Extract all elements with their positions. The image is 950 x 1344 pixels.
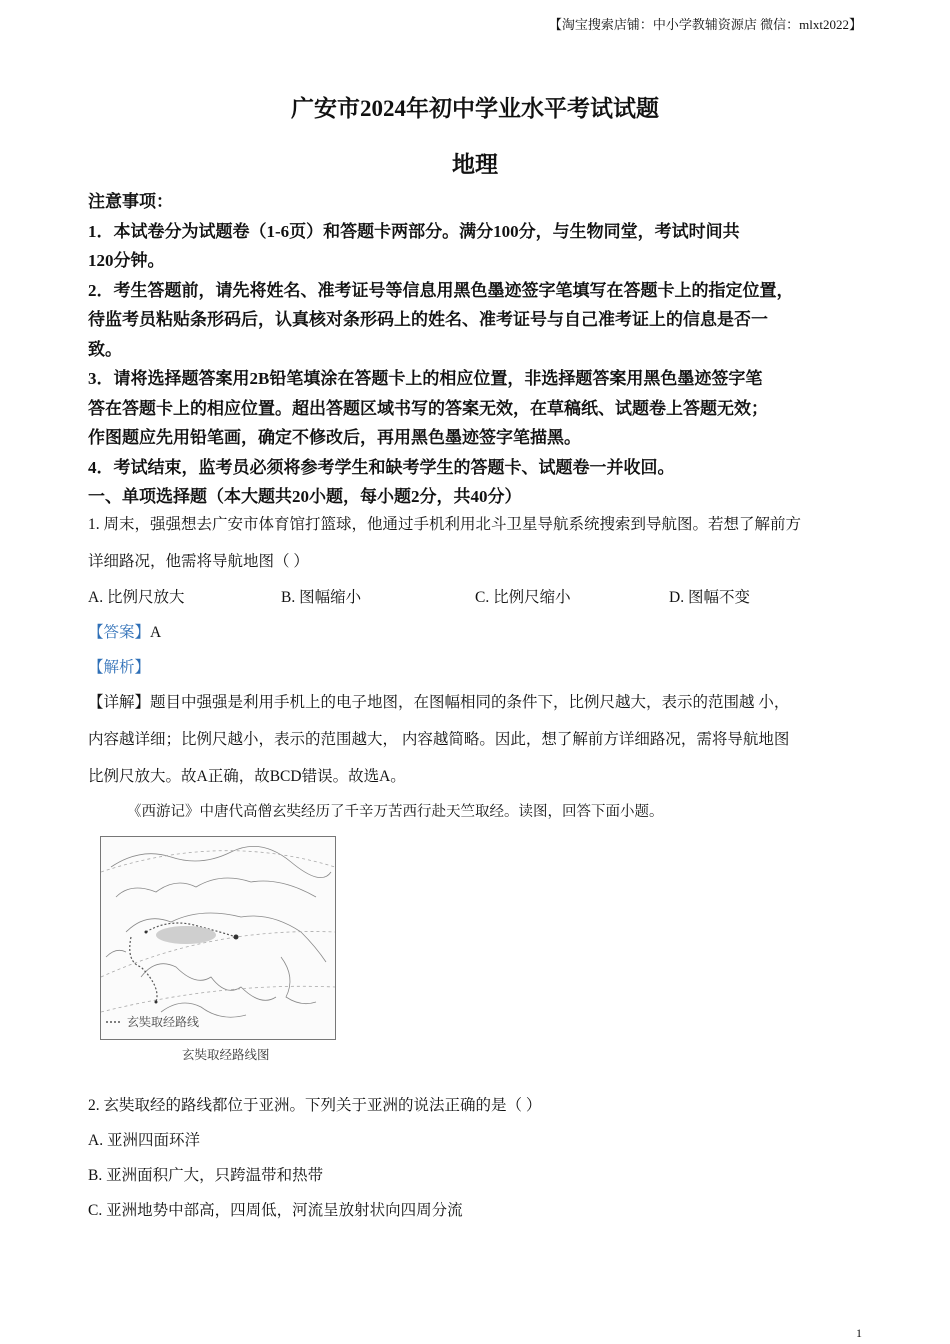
answer-value: A [150,624,162,641]
q1-option-d: D. 图幅不变 [669,589,750,606]
q1-detail-line2: 内容越详细；比例尺越小，表示的范围越大， 内容越简略。因此，想了解前方详细路况，需将导航地图 [88,731,790,748]
q1-answer-row [88,620,161,642]
detail-text: 题目中强强是利用手机上的电子地图，在图幅相同的条件下，比例尺越大，表示的范围越 小， [150,694,790,711]
exam-title: 广安市2024年初中学业水平考试试题 [291,96,659,121]
q1-stem-line2: 详细路况，他需将导航地图（ ） [88,553,309,570]
page-number: 1 [856,1326,862,1340]
notice-line: 2．考生答题前，请先将姓名、准考证号等信息用黑色墨迹签字笔填写在答题卡上的指定位置， [88,280,794,300]
notice-line: 答在答题卡上的相应位置。超出答题区域书写的答案无效，在草稿纸、试题卷上答题无效； [88,398,768,418]
notice-line: 120分钟。 [88,251,165,270]
q1-option-a: A. 比例尺放大 [88,589,185,606]
q1-stem-line1: 1. 周末，强强想去广安市体育馆打篮球，他通过手机利用北斗卫星导航系统搜索到导航图。若想了解前方 [88,516,802,533]
notice-section [88,187,878,512]
q2-option-b: B. 亚洲面积广大，只跨温带和热带 [88,1167,324,1184]
analysis-label: 【解析】 [88,659,151,676]
notice-line: 致。 [88,339,122,359]
section-heading: 一、单项选择题（本大题共20小题，每小题2分，共40分） [88,487,522,506]
q1-detail-line3: 比例尺放大。故A正确，故BCD错误。故选A。 [88,768,406,785]
q1-option-b: B. 图幅缩小 [281,589,362,606]
map-caption: 玄奘取经路线图 [182,1048,270,1062]
notice-line: 待监考员粘贴条形码后，认真核对条形码上的姓名、准考证号与自己准考证上的信息是否一 [88,310,768,329]
q1-option-c: C. 比例尺缩小 [475,589,571,606]
map-legend-label: 玄奘取经路线 [127,1015,200,1029]
header-note: 【淘宝搜索店铺：中小学教辅资源店 微信：mlxt2022】 [548,17,862,32]
q2-stem: 2. 玄奘取经的路线都位于亚洲。下列关于亚洲的说法正确的是（ ） [88,1097,542,1114]
route-map-figure [100,836,336,1040]
asia-map-icon [101,837,335,1039]
subject-title: 地理 [452,152,498,177]
notice-line: 1．本试卷分为试题卷（1-6页）和答题卡两部分。满分100分，与生物同堂，考试时间共 [88,221,740,241]
q2-option-a: A. 亚洲四面环洋 [88,1132,200,1149]
passage-intro: 《西游记》中唐代高僧玄奘经历了千辛万苦西行赴天竺取经。读图，回答下面小题。 [127,804,664,820]
notice-line: 4．考试结束，监考员必须将参考学生和缺考学生的答题卡、试题卷一并收回。 [88,457,675,477]
notice-line: 3．请将选择题答案用2B铅笔填涂在答题卡上的相应位置，非选择题答案用黑色墨迹签字笔 [88,369,763,388]
q1-detail-line1 [88,690,789,712]
notice-heading: 注意事项： [88,192,173,211]
answer-label: 【答案】 [88,624,151,641]
q2-option-c: C. 亚洲地势中部高，四周低，河流呈放射状向四周分流 [88,1202,463,1219]
notice-line: 作图题应先用铅笔画，确定不修改后，再用黑色墨迹签字笔描黑。 [88,428,581,447]
detail-label: 【详解】 [88,694,151,711]
